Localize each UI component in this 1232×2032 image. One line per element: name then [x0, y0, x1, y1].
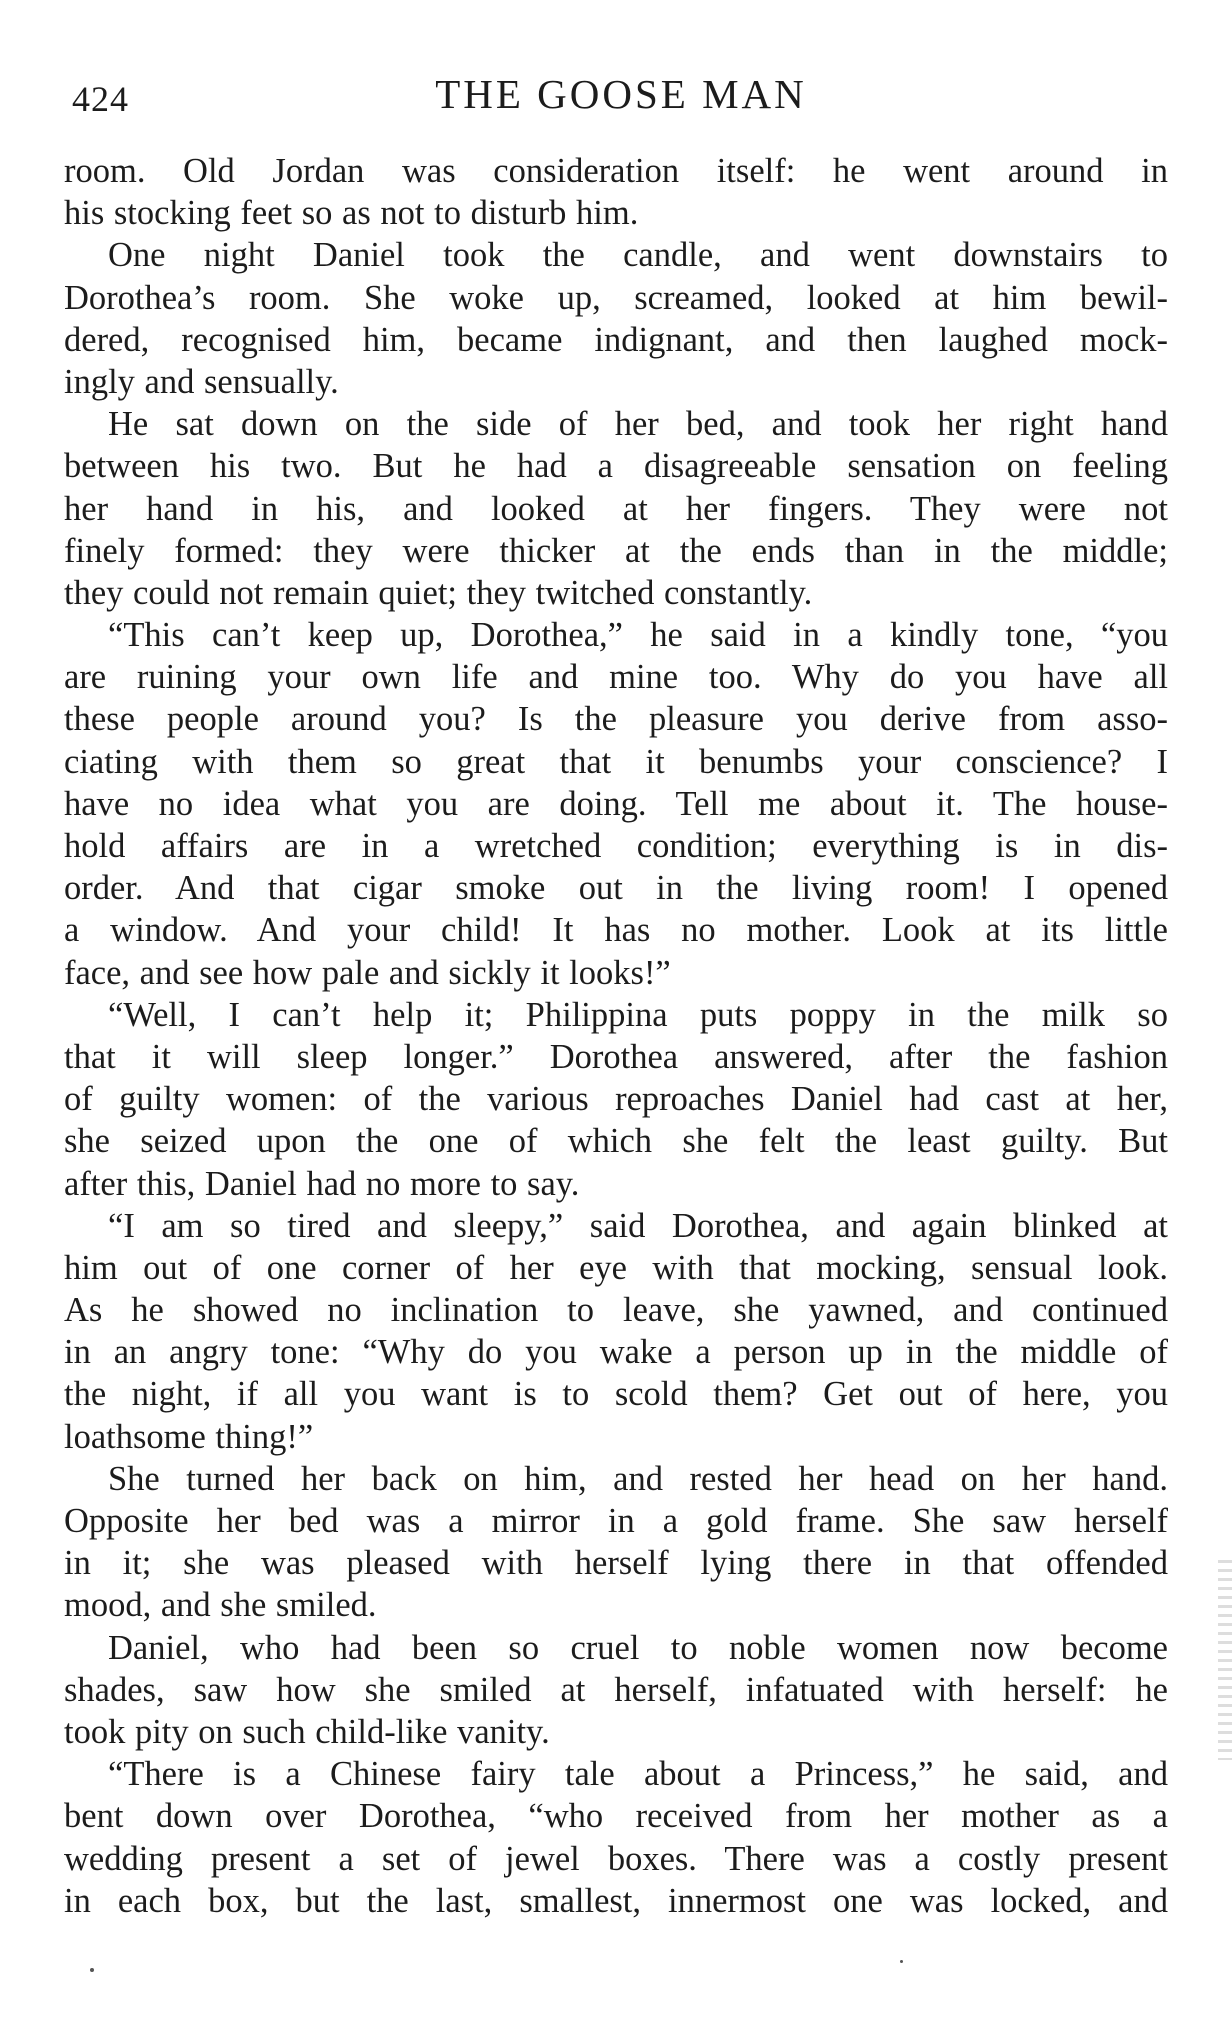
text-line: that it will sleep longer.” Dorothea answered, after the fashion [64, 1037, 1168, 1076]
text-line: between his two. But he had a disagreeable sensation on feeling [64, 447, 1168, 486]
text-line: face, and see how pale and sickly it looks!” [64, 953, 671, 992]
text-line: ingly and sensually. [64, 362, 339, 401]
text-line: of guilty women: of the various reproaches Daniel had cast at her, [64, 1080, 1168, 1119]
text-line: she seized upon the one of which she felt the least guilty. But [64, 1122, 1168, 1161]
text-line: room. Old Jordan was consideration itself: he went around in [64, 152, 1168, 190]
text-line: in an angry tone: “Why do you wake a person up in the middle of [64, 1333, 1168, 1372]
page-number: 424 [72, 79, 129, 119]
text-line: loathsome thing!” [64, 1417, 314, 1456]
paragraph [64, 1627, 1168, 1754]
text-line: her hand in his, and looked at her fingers. They were not [64, 489, 1168, 528]
running-head [72, 70, 1170, 130]
text-line: “Well, I can’t help it; Philippina puts poppy in the milk so [108, 995, 1168, 1034]
paragraph [64, 234, 1168, 403]
book-title: THE GOOSE MAN [435, 71, 807, 117]
paragraph [64, 1458, 1168, 1627]
text-line: “There is a Chinese fairy tale about a Princess,” he said, and [108, 1755, 1168, 1794]
text-line: One night Daniel took the candle, and went downstairs to [108, 236, 1168, 275]
text-line: bent down over Dorothea, “who received from her mother as a [64, 1797, 1168, 1836]
paragraph [64, 1753, 1168, 1922]
paragraph [64, 994, 1168, 1205]
text-line: took pity on such child-like vanity. [64, 1712, 550, 1751]
text-line: dered, recognised him, became indignant, and then laughed mock- [64, 320, 1168, 359]
text-line: “This can’t keep up, Dorothea,” he said in a kindly tone, “you [108, 616, 1168, 655]
text-line: a window. And your child! It has no mother. Look at its little [64, 911, 1168, 950]
paragraph [64, 403, 1168, 614]
text-line: “I am so tired and sleepy,” said Dorothea, and again blinked at [108, 1206, 1168, 1245]
text-line: Opposite her bed was a mirror in a gold frame. She saw herself [64, 1502, 1168, 1540]
text-line: him out of one corner of her eye with that mocking, sensual look. [64, 1248, 1168, 1287]
page-edge-shadow [1218, 1560, 1232, 1760]
text-line: after this, Daniel had no more to say. [64, 1164, 580, 1203]
text-line: Daniel, who had been so cruel to noble women now become [108, 1628, 1168, 1667]
text-line: wedding present a set of jewel boxes. There was a costly present [64, 1839, 1168, 1878]
text-line: shades, saw how she smiled at herself, infatuated with herself: he [64, 1670, 1168, 1709]
text-line: finely formed: they were thicker at the ends than in the middle; [64, 531, 1168, 570]
text-line: the night, if all you want is to scold them? Get out of here, you [64, 1375, 1168, 1414]
print-speck [90, 1968, 94, 1972]
text-line: have no idea what you are doing. Tell me about it. The house- [64, 784, 1168, 823]
text-line: ciating with them so great that it benumbs your conscience? I [64, 742, 1168, 781]
paragraph [64, 614, 1168, 994]
text-line: in each box, but the last, smallest, innermost one was locked, and [64, 1881, 1168, 1920]
text-line: his stocking feet so as not to disturb him. [64, 194, 639, 233]
paragraph [64, 150, 1168, 234]
text-line: He sat down on the side of her bed, and took her right hand [108, 405, 1168, 444]
print-speck [900, 1960, 903, 1963]
text-line: hold affairs are in a wretched condition; everything is in dis- [64, 827, 1168, 865]
text-line: in it; she was pleased with herself lying there in that offended [64, 1544, 1168, 1583]
text-line: As he showed no inclination to leave, she yawned, and continued [64, 1291, 1168, 1330]
text-line: order. And that cigar smoke out in the living room! I opened [64, 869, 1168, 908]
text-line: Dorothea’s room. She woke up, screamed, looked at him bewil- [64, 278, 1168, 317]
text-line: are ruining your own life and mine too. Why do you have all [64, 658, 1168, 697]
text-line: mood, and she smiled. [64, 1586, 377, 1625]
text-line: they could not remain quiet; they twitched constantly. [64, 573, 813, 612]
text-line: these people around you? Is the pleasure you derive from asso- [64, 700, 1168, 739]
text-line: She turned her back on him, and rested her head on her hand. [108, 1459, 1168, 1498]
paragraph [64, 1205, 1168, 1458]
body-text [64, 150, 1168, 1922]
